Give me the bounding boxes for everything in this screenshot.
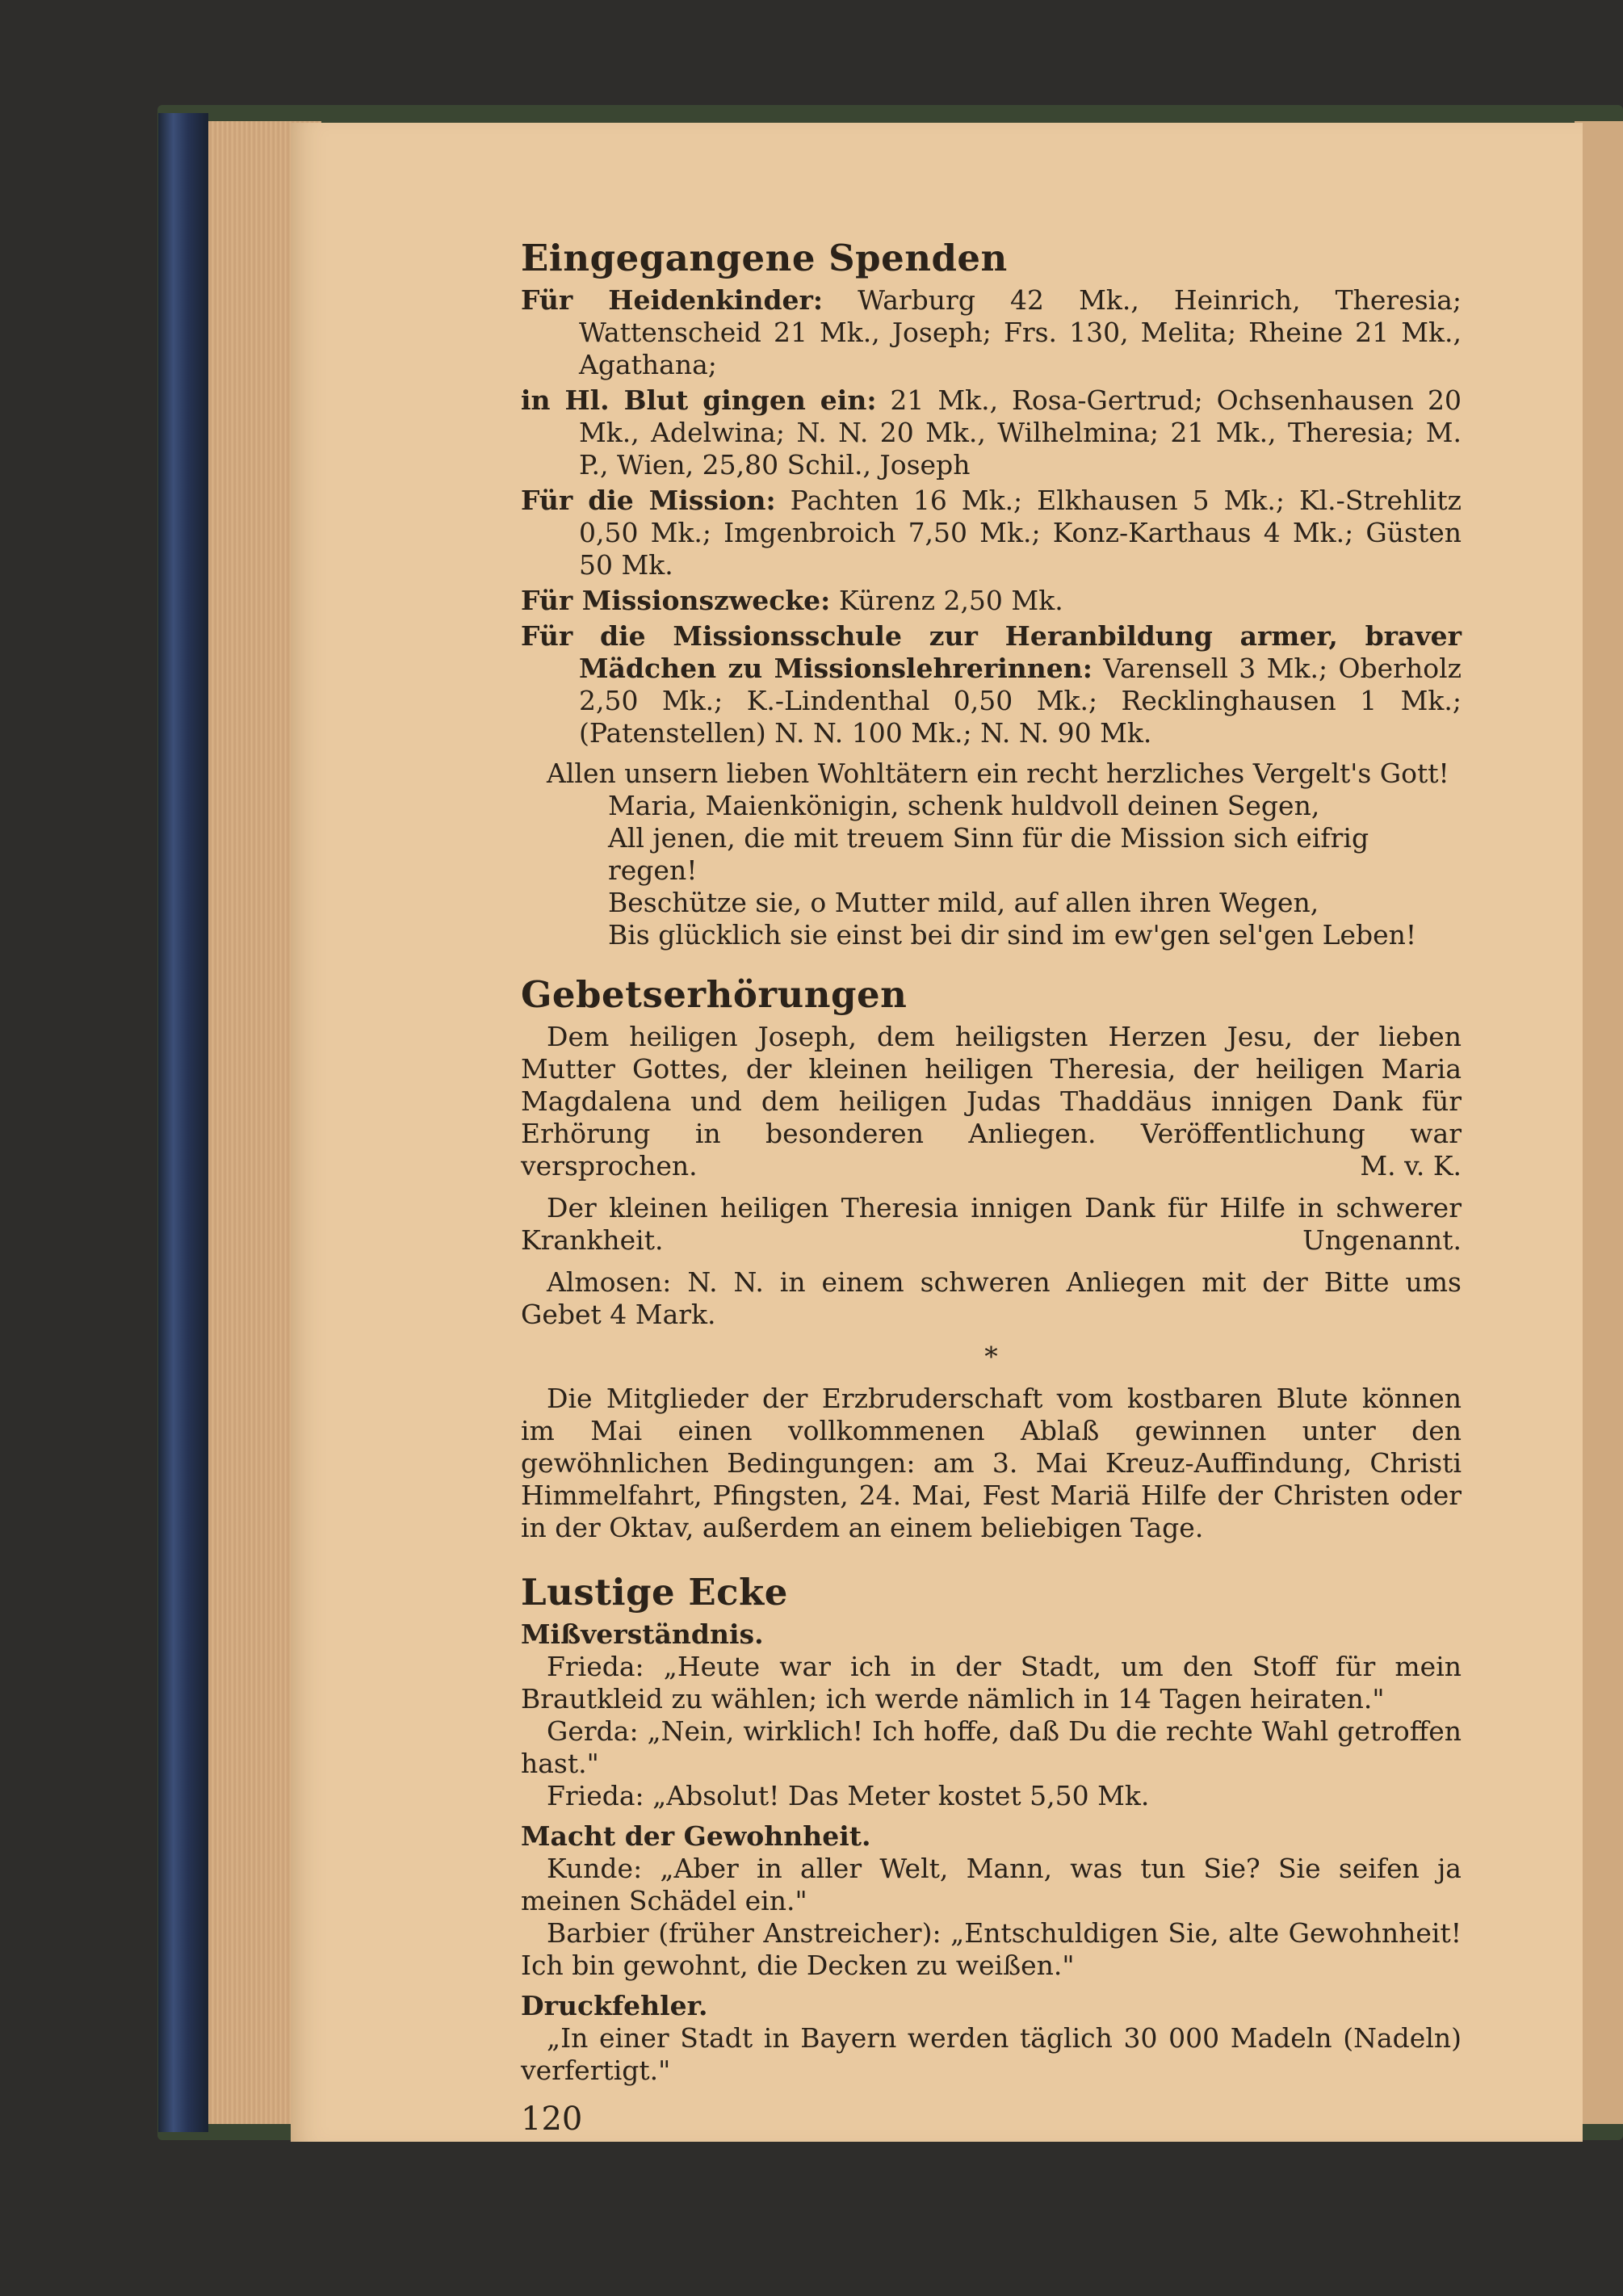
jokes-heading: Lustige Ecke: [521, 1571, 788, 1614]
book-spine: [158, 113, 208, 2132]
signature: M. v. K.: [1360, 1150, 1462, 1182]
prayer-paragraph: Der kleinen heiligen Theresia innigen Dank für Hilfe in schwerer Krankheit. Ungenannt.: [521, 1192, 1462, 1256]
donation-entry: Für Heidenkinder: Warburg 42 Mk., Heinrich, Theresia; Wattenscheid 21 Mk., Joseph; Frs. 130, Melita; Rheine 21 Mk., Agathana;: [521, 284, 1462, 380]
indulgence-paragraph: Die Mitglieder der Erzbruderschaft vom kostbaren Blute können im Mai einen vollkommenen Ablaß gewinnen unter den gewöhnlichen Bedingungen: am 3. Mai Kreuz-Auffindung, Christi Himmelfahrt, Pfingsten, 24. Mai, Fest Mariä Hilfe der Christen oder in der Oktav, außerdem an einem beliebigen Tage.: [521, 1383, 1462, 1543]
section-star: *: [984, 1341, 998, 1372]
poem-line: Bis glücklich sie einst bei dir sind im ew'gen sel'gen Leben!: [608, 919, 1417, 951]
poem-line: Allen unsern lieben Wohltätern ein recht herzliches Vergelt's Gott!: [547, 758, 1449, 789]
prayer-paragraph: Dem heiligen Joseph, dem heiligsten Herzen Jesu, der lieben Mutter Gottes, der kleinen heiligen Theresia, der heiligen Maria Magdalena und dem heiligen Judas Thaddäus innigen Dank für Erhörung in besonderen Anliegen. Veröffentlichung war versprochen. M. v. K.: [521, 1021, 1462, 1182]
page-text: [521, 237, 1462, 2138]
page-number: 120: [521, 2101, 583, 2138]
donation-entry: in Hl. Blut gingen ein: 21 Mk., Rosa-Gertrud; Ochsenhausen 20 Mk., Adelwina; N. N. 20 Mk., Wilhelmina; 21 Mk., Theresia; M. P., Wien, 25,80 Schil., Joseph: [521, 384, 1462, 481]
poem-line: Beschütze sie, o Mutter mild, auf allen ihren Wegen,: [608, 887, 1319, 918]
thanks-poem: [521, 758, 1462, 951]
poem-line: All jenen, die mit treuem Sinn für die Mission sich eifrig regen!: [608, 822, 1369, 886]
donation-entry: Für die Mission: Pachten 16 Mk.; Elkhausen 5 Mk.; Kl.-Strehlitz 0,50 Mk.; Imgenbroich 7,50 Mk.; Konz-Karthaus 4 Mk.; Güsten 50 Mk.: [521, 485, 1462, 581]
prayers-heading: Gebetserhörungen: [521, 973, 908, 1016]
joke-line: Frieda: „Heute war ich in der Stadt, um den Stoff für mein Brautkleid zu wählen; ich werde nämlich in 14 Tagen heiraten.": [521, 1651, 1462, 1715]
joke-line: Frieda: „Absolut! Das Meter kostet 5,50 Mk.: [547, 1780, 1150, 1811]
prayer-paragraph: Almosen: N. N. in einem schweren Anliegen mit der Bitte ums Gebet 4 Mark.: [521, 1266, 1462, 1330]
joke-line: „In einer Stadt in Bayern werden täglich 30 000 Madeln (Nadeln) verfertigt.": [521, 2022, 1462, 2086]
joke-title: Druckfehler.: [521, 1990, 708, 2021]
joke-title: Mißverständnis.: [521, 1618, 764, 1650]
poem-line: Maria, Maienkönigin, schenk huldvoll deinen Segen,: [608, 790, 1320, 821]
donations-heading: Eingegangene Spenden: [521, 237, 1008, 279]
donation-entry: Für die Missionsschule zur Heranbildung armer, braver Mädchen zu Missionslehrerinnen: Varensell 3 Mk.; Oberholz 2,50 Mk.; K.-Lindenthal 0,50 Mk.; Recklinghausen 1 Mk.; (Patenstellen) N. N. 100 Mk.; N. N. 90 Mk.: [521, 620, 1462, 749]
joke-title: Macht der Gewohnheit.: [521, 1820, 871, 1852]
donation-entry: Für Missionszwecke: Kürenz 2,50 Mk.: [521, 585, 1063, 616]
joke-line: Barbier (früher Anstreicher): „Entschuldigen Sie, alte Gewohnheit! Ich bin gewohnt, die Decken zu weißen.": [521, 1917, 1462, 1981]
joke-line: Kunde: „Aber in aller Welt, Mann, was tun Sie? Sie seifen ja meinen Schädel ein.": [521, 1853, 1462, 1916]
signature: Ungenannt.: [1302, 1224, 1462, 1256]
joke-line: Gerda: „Nein, wirklich! Ich hoffe, daß Du die rechte Wahl getroffen hast.": [521, 1715, 1462, 1779]
